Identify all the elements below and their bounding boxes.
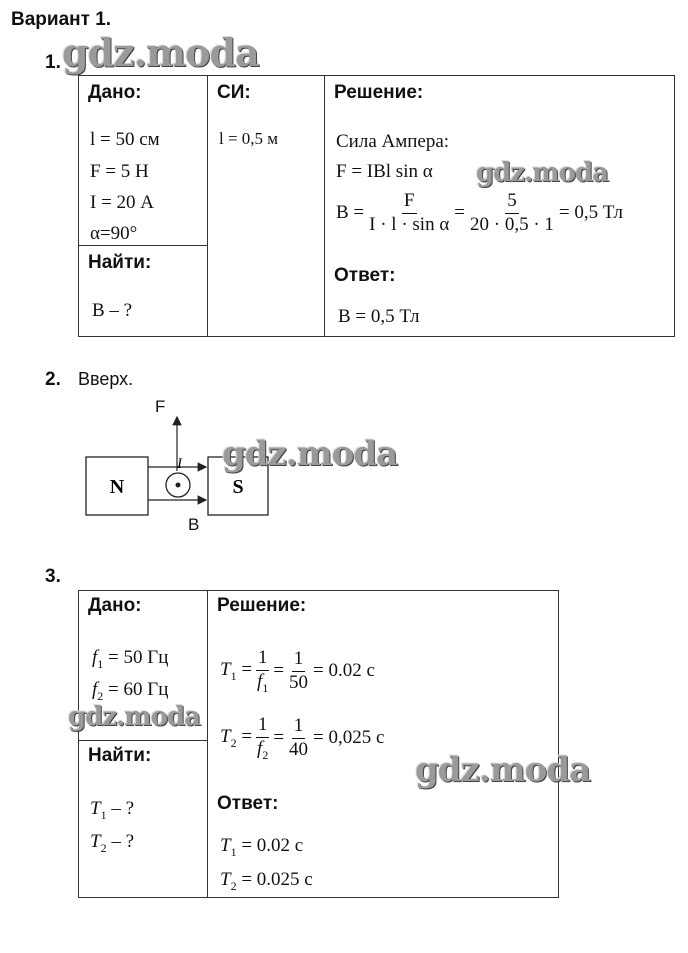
var: T [90,831,101,852]
pole-n-label: N [109,476,125,498]
fraction-numerator: 1 [292,649,306,672]
current-dot [176,483,181,488]
given-current: I = 20 А [90,192,155,213]
fraction [367,191,451,236]
formula-result: = 0.02 с [313,660,375,682]
var: f [92,679,98,700]
equals: = [454,202,465,224]
fraction-denominator [255,738,270,762]
subscript: 1 [230,844,237,859]
given-force: F = 5 Н [90,161,149,182]
watermark: gdz.moda [62,30,259,75]
answer-period-2 [220,869,313,894]
find-header: Найти: [88,745,152,766]
induction-label: B [188,515,200,534]
page-title: Вариант 1. [11,9,112,30]
subscript: 2 [262,747,269,762]
period-formula-1: $T_1$ = $\frac{1}{f_1}$ = $\frac{1}{50}$ = 0.02 с [220,647,375,695]
fraction-denominator: 20 · 0,5 · 1 [470,213,554,235]
pole-s-label: S [232,476,244,498]
subscript: 2 [97,688,104,703]
subscript: 2 [230,878,237,893]
subscript: 1 [262,680,269,695]
watermark: gdz.moda [415,750,591,790]
subscript: 1 [97,656,104,671]
answer-period-1 [220,835,303,860]
table-divider [207,75,208,337]
si-length: l = 0,5 м [219,129,279,148]
answer-header: Ответ: [334,265,396,286]
problem-2-number: 2. [45,369,61,390]
subscript: 2 [100,840,107,855]
force-label: F [155,397,166,416]
given-length: l = 50 см [90,129,160,150]
subscript: 2 [230,735,237,750]
fraction [287,649,310,694]
subscript: 1 [100,807,107,822]
var: T [220,835,231,856]
given-frequency-2 [92,679,168,704]
field-formula [336,191,623,236]
watermark: gdz.moda [222,434,398,474]
fraction [255,648,270,695]
answer-header: Ответ: [217,793,279,814]
solution-header: Решение: [334,82,424,103]
fraction-numerator: 1 [256,715,270,738]
table-divider [78,245,208,246]
find-value: B – ? [92,300,133,321]
given-header: Дано: [88,82,142,103]
fraction-denominator: I · l · sin α [369,213,450,235]
table-divider [207,590,208,898]
si-header: СИ: [217,82,251,103]
watermark: gdz.moda [476,158,609,188]
value: – ? [111,831,135,852]
fraction-numerator: 1 [256,648,270,671]
value: = 0.02 с [241,835,304,856]
table-divider [78,740,208,741]
formula-result: = 0,5 Тл [558,202,624,224]
find-period-2 [90,831,134,856]
var: T [90,798,101,819]
var: f [92,647,98,668]
given-header: Дано: [88,595,142,616]
var: T [220,659,231,681]
fraction-denominator: 40 [289,738,309,760]
fraction [468,191,556,236]
value: – ? [111,798,135,819]
formula-lhs: B = [336,202,365,224]
watermark: gdz.moda [68,702,201,732]
fraction-numerator: 1 [292,716,306,739]
value: = 60 Гц [108,679,169,700]
value: = 50 Гц [108,647,169,668]
formula-result: = 0,025 с [313,727,385,749]
answer-value: B = 0,5 Тл [338,306,420,327]
fraction [255,715,270,762]
find-period-1 [90,798,134,823]
subscript: 1 [230,668,237,683]
current-label: I [177,456,182,472]
find-header: Найти: [88,252,152,273]
solution-text: Сила Ампера: [336,131,450,152]
table-divider [324,75,325,337]
given-frequency-1 [92,647,168,672]
var: T [220,869,231,890]
fraction [287,716,310,761]
fraction-denominator [255,671,270,695]
var: f [257,670,263,692]
solution-header: Решение: [217,595,307,616]
given-angle: α=90° [90,223,138,244]
period-formula-2: $T_2$ = $\frac{1}{f_2}$ = $\frac{1}{40}$ = 0,025 с [220,714,385,762]
var: f [257,737,263,759]
fraction-denominator: 50 [289,671,309,693]
value: = 0.025 с [241,869,313,890]
problem-1-number: 1. [45,52,61,73]
fraction-numerator: 5 [505,191,519,214]
var: T [220,726,231,748]
problem-2-answer: Вверх. [78,369,134,389]
problem-3-number: 3. [45,566,61,587]
ampere-formula: F = IBl sin α [336,161,433,182]
fraction-numerator: F [402,191,417,214]
